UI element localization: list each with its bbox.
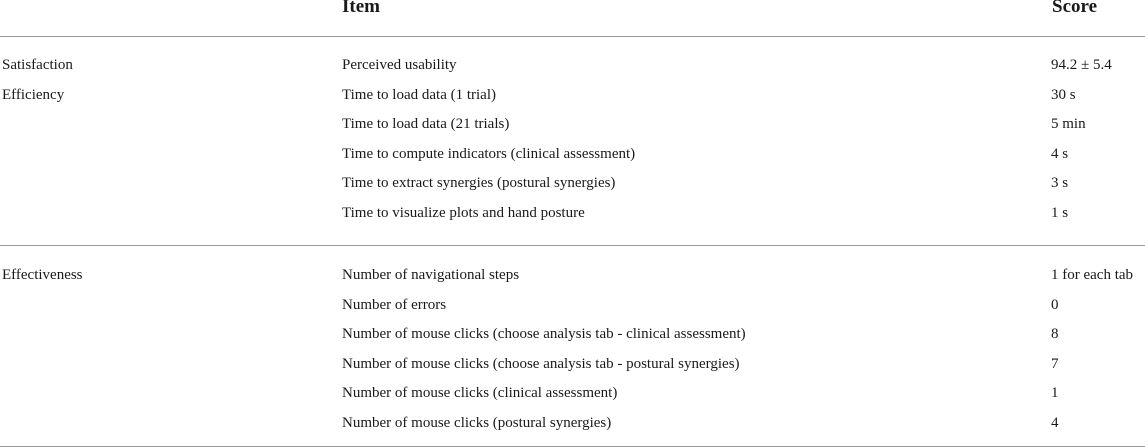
item-cell: Time to extract synergies (postural synergies) [342, 175, 616, 191]
category-cell: Satisfaction [2, 57, 73, 73]
table-row [0, 324, 1145, 348]
item-cell: Number of mouse clicks (postural synergies) [342, 415, 612, 431]
score-cell: 1 for each tab [1051, 267, 1134, 283]
table-row [0, 114, 1145, 138]
score-cell: 4 s [1051, 146, 1069, 162]
score-cell: 0 [1051, 297, 1059, 313]
header-divider [0, 36, 1145, 37]
column-header-item: Item [342, 0, 380, 17]
table-row [0, 85, 1145, 109]
item-cell: Number of navigational steps [342, 267, 520, 283]
item-cell: Perceived usability [342, 57, 457, 73]
table-bottom-rule [0, 446, 1145, 447]
category-cell: Effectiveness [2, 267, 83, 283]
table-row [0, 295, 1145, 319]
table-row [0, 413, 1145, 437]
table-row [0, 383, 1145, 407]
category-cell: Efficiency [2, 87, 65, 103]
item-cell: Time to visualize plots and hand posture [342, 205, 585, 221]
column-header-score: Score [1052, 0, 1098, 17]
section-divider [0, 245, 1145, 246]
table-row [0, 203, 1145, 227]
table-row [0, 173, 1145, 197]
item-cell: Time to compute indicators (clinical assessment) [342, 146, 636, 162]
score-cell: 94.2 ± 5.4 [1051, 57, 1112, 73]
item-cell: Number of mouse clicks (clinical assessment) [342, 385, 618, 401]
score-cell: 30 s [1051, 87, 1076, 103]
score-cell: 1 s [1051, 205, 1069, 221]
item-cell: Number of errors [342, 297, 447, 313]
table-header [0, 0, 1145, 36]
score-cell: 1 [1051, 385, 1059, 401]
table-row [0, 354, 1145, 378]
item-cell: Time to load data (1 trial) [342, 87, 496, 103]
item-cell: Number of mouse clicks (choose analysis tab - clinical assessment) [342, 326, 746, 342]
item-cell: Time to load data (21 trials) [342, 116, 510, 132]
score-cell: 8 [1051, 326, 1059, 342]
score-cell: 5 min [1051, 116, 1086, 132]
score-cell: 4 [1051, 415, 1059, 431]
table-row [0, 55, 1145, 79]
item-cell: Number of mouse clicks (choose analysis tab - postural synergies) [342, 356, 740, 372]
score-cell: 3 s [1051, 175, 1069, 191]
table-row [0, 265, 1145, 289]
table-row [0, 144, 1145, 168]
score-cell: 7 [1051, 356, 1059, 372]
